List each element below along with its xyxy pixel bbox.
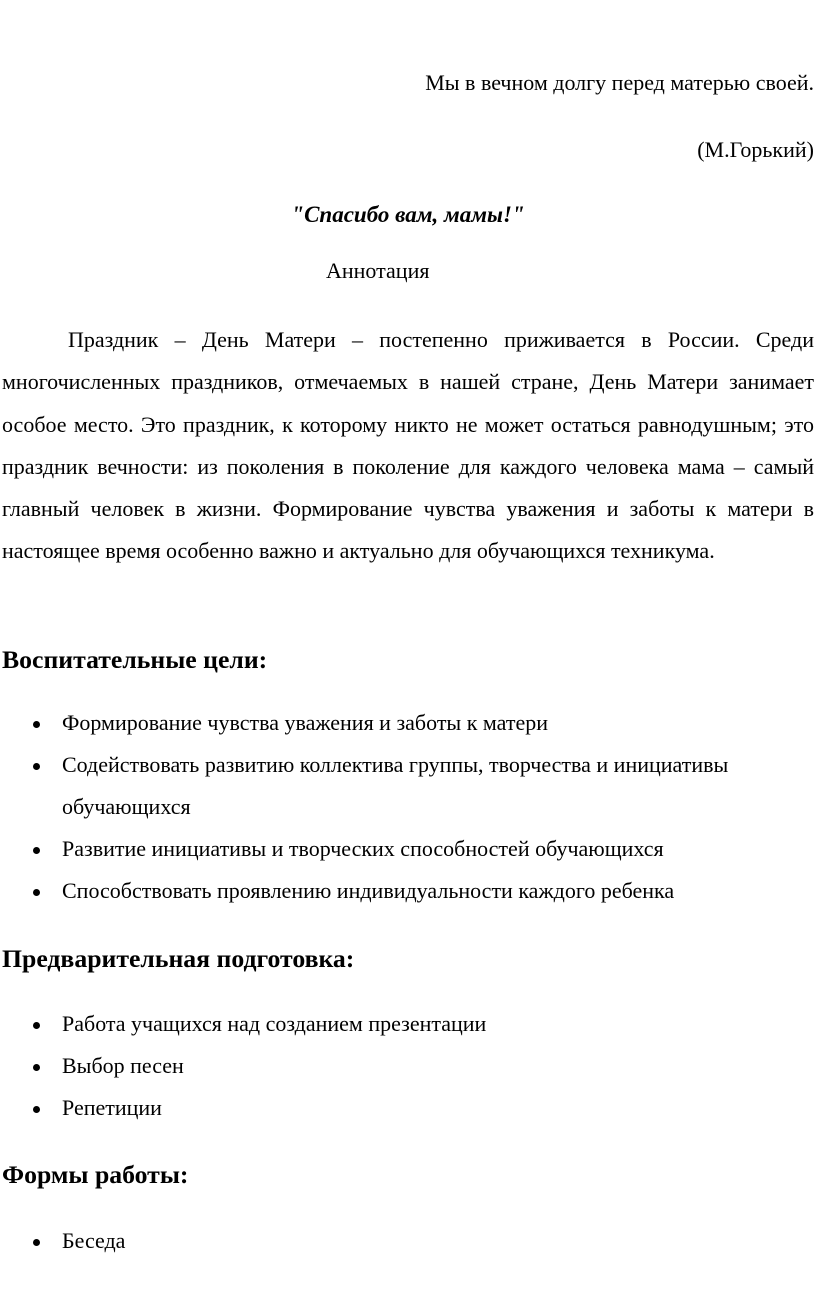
list-item bbox=[0, 702, 814, 744]
list-item-text: Содействовать развитию коллектива группы, творчества и инициативы обучающихся bbox=[62, 752, 729, 819]
section-heading-forms: Формы работы: bbox=[2, 1160, 189, 1189]
list-item bbox=[0, 1087, 814, 1129]
goals-list bbox=[0, 702, 814, 912]
list-item bbox=[0, 1045, 814, 1087]
list-item bbox=[0, 744, 814, 828]
forms-list bbox=[0, 1220, 814, 1262]
list-item bbox=[0, 828, 814, 870]
section-heading-preparation: Предварительная подготовка: bbox=[2, 944, 355, 973]
bullet-icon bbox=[32, 1003, 40, 1045]
bullet-icon bbox=[32, 870, 40, 912]
list-item-text: Формирование чувства уважения и заботы к матери bbox=[62, 710, 549, 735]
epigraph-author: (М.Горький) bbox=[697, 137, 814, 162]
list-item bbox=[0, 1003, 814, 1045]
list-item-text: Работа учащихся над созданием презентации bbox=[62, 1011, 487, 1036]
bullet-icon bbox=[32, 828, 40, 870]
list-item-text: Беседа bbox=[62, 1228, 126, 1253]
document-title: "Спасибо вам, мамы!" bbox=[291, 202, 525, 227]
bullet-icon bbox=[32, 1045, 40, 1087]
list-item-text: Выбор песен bbox=[62, 1053, 184, 1078]
list-item bbox=[0, 1220, 814, 1262]
list-item bbox=[0, 870, 814, 912]
list-item-text: Способствовать проявлению индивидуальности каждого ребенка bbox=[62, 878, 675, 903]
bullet-icon bbox=[32, 1220, 40, 1262]
preparation-list bbox=[0, 1003, 814, 1129]
bullet-icon bbox=[32, 702, 40, 744]
bullet-icon bbox=[32, 744, 40, 786]
annotation-subtitle: Аннотация bbox=[326, 258, 430, 283]
epigraph-quote: Мы в вечном долгу перед матерью своей. bbox=[425, 70, 814, 95]
list-item-text: Развитие инициативы и творческих способностей обучающихся bbox=[62, 836, 664, 861]
list-item-text: Репетиции bbox=[62, 1095, 162, 1120]
annotation-paragraph: Праздник – День Матери – постепенно приживается в России. Среди многочисленных праздников, отмечаемых в нашей стране, День Матери занимает особое место. Это праздник, к которому никто не может остаться равнодушным; это праздник вечности: из поколения в поколение для каждого человека мама – самый главный человек в жизни. Формирование чувства уважения и заботы к матери в настоящее время особенно важно и актуально для обучающихся техникума. bbox=[2, 327, 814, 564]
bullet-icon bbox=[32, 1087, 40, 1129]
section-heading-goals: Воспитательные цели: bbox=[2, 645, 268, 674]
